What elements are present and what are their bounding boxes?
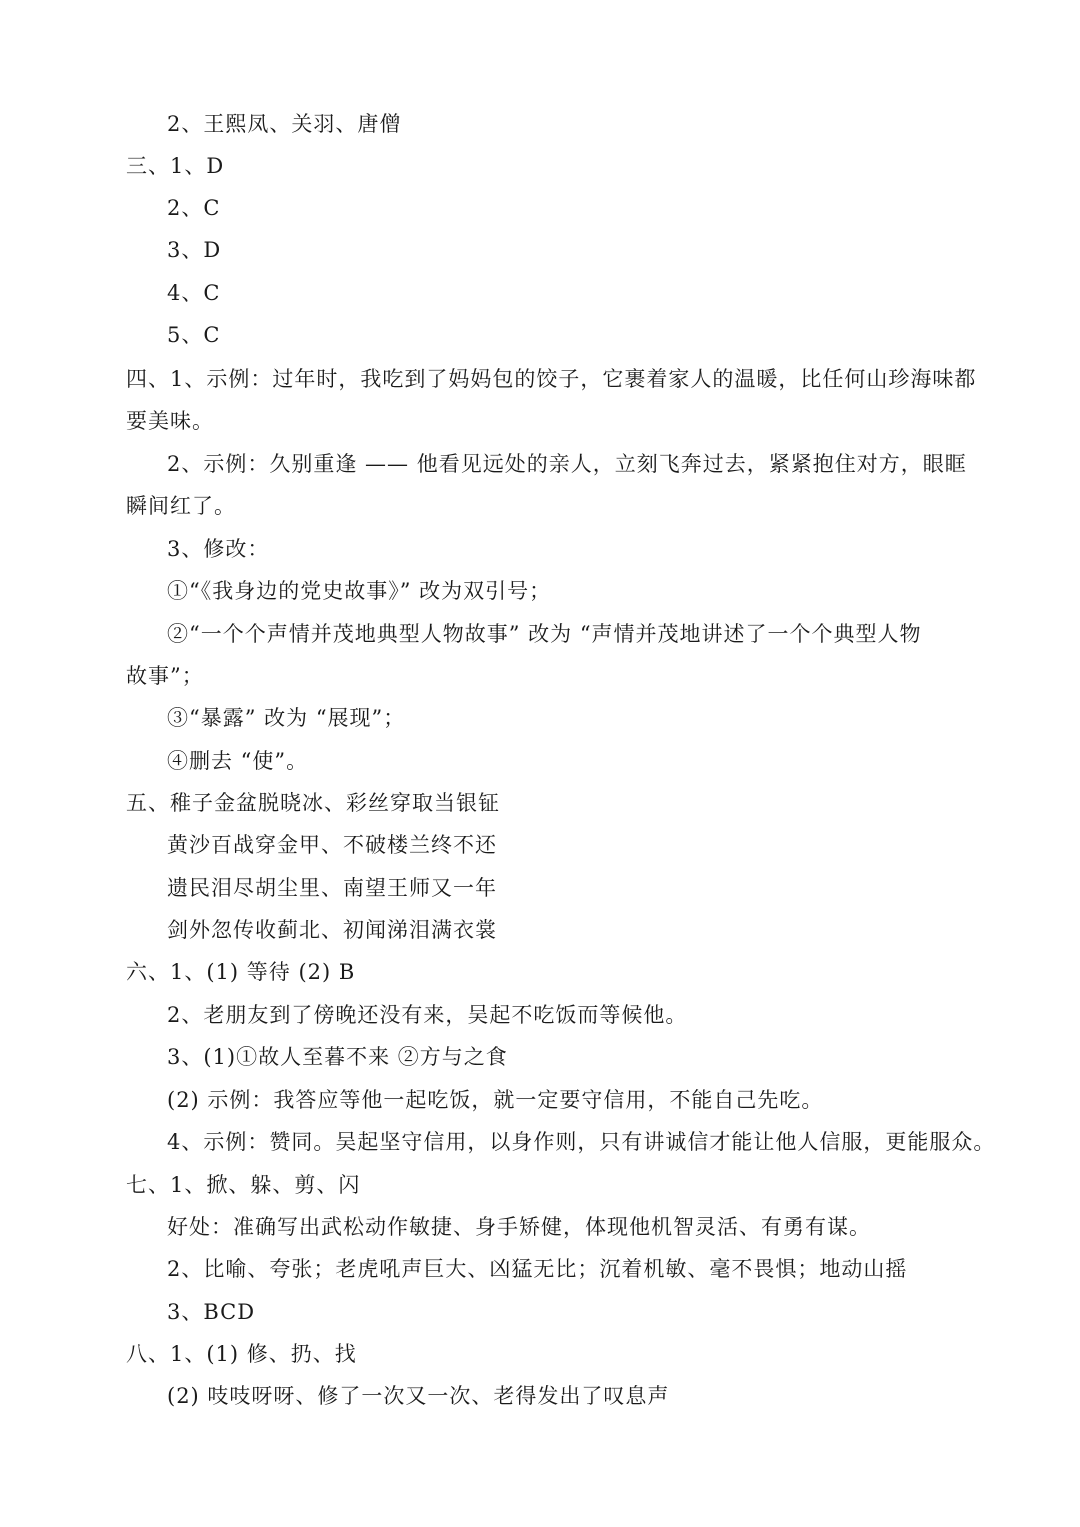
section-5-heading: 五、稚子金盆脱晓冰、彩丝穿取当银钲 xyxy=(126,791,500,815)
answer-line: 3、修改： xyxy=(167,537,270,561)
answer-line: 4、示例：赞同。吴起坚守信用，以身作则，只有讲诚信才能让他人信服，更能服众。 xyxy=(167,1130,996,1154)
section-7-heading: 七、1、掀、躲、剪、闪 xyxy=(126,1173,361,1197)
answer-line: (2) 示例：我答应等他一起吃饭，就一定要守信用，不能自己先吃。 xyxy=(167,1088,824,1112)
answer-line: 瞬间红了。 xyxy=(126,494,236,518)
section-4-heading: 四、1、示例：过年时，我吃到了妈妈包的饺子，它裹着家人的温暖，比任何山珍海味都 xyxy=(126,367,977,391)
answer-line: 2、老朋友到了傍晚还没有来，吴起不吃饭而等候他。 xyxy=(167,1003,688,1027)
answer-line: ③“暴露” 改为 “展现”； xyxy=(167,706,406,730)
section-8-heading: 八、1、(1) 修、扔、找 xyxy=(126,1342,357,1366)
answer-line: ②“一个个声情并茂地典型人物故事” 改为 “声情并茂地讲述了一个个典型人物 xyxy=(167,622,922,646)
answer-line: 黄沙百战穿金甲、不破楼兰终不还 xyxy=(167,833,497,857)
answer-line: ①“《我身边的党史故事》” 改为双引号； xyxy=(167,579,552,603)
answer-line: ④删去 “使”。 xyxy=(167,749,309,773)
answer-line: 好处：准确写出武松动作敏捷、身手矫健，体现他机智灵活、有勇有谋。 xyxy=(167,1215,871,1239)
answer-line: 5、C xyxy=(167,323,221,347)
answer-line: 2、王熙凤、关羽、唐僧 xyxy=(167,112,402,136)
section-6-heading: 六、1、(1) 等待 (2) B xyxy=(126,960,356,984)
answer-line: 2、比喻、夸张；老虎吼声巨大、凶猛无比；沉着机敏、毫不畏惧；地动山摇 xyxy=(167,1257,908,1281)
answer-line: 3、D xyxy=(167,238,222,262)
answer-line: 3、BCD xyxy=(167,1300,256,1324)
answer-line: (2) 吱吱呀呀、修了一次又一次、老得发出了叹息声 xyxy=(167,1384,670,1408)
answer-line: 2、示例：久别重逢 —— 他看见远处的亲人，立刻飞奔过去，紧紧抱住对方，眼眶 xyxy=(167,452,967,476)
answer-line: 4、C xyxy=(167,281,221,305)
answer-line: 2、C xyxy=(167,196,221,220)
answer-line: 遗民泪尽胡尘里、南望王师又一年 xyxy=(167,876,497,900)
answer-line: 故事”； xyxy=(126,664,204,688)
answer-line: 3、(1)①故人至暮不来 ②方与之食 xyxy=(167,1045,508,1069)
answer-line: 要美味。 xyxy=(126,409,214,433)
section-3-heading: 三、1、D xyxy=(126,154,225,178)
answer-line: 剑外忽传收蓟北、初闻涕泪满衣裳 xyxy=(167,918,497,942)
